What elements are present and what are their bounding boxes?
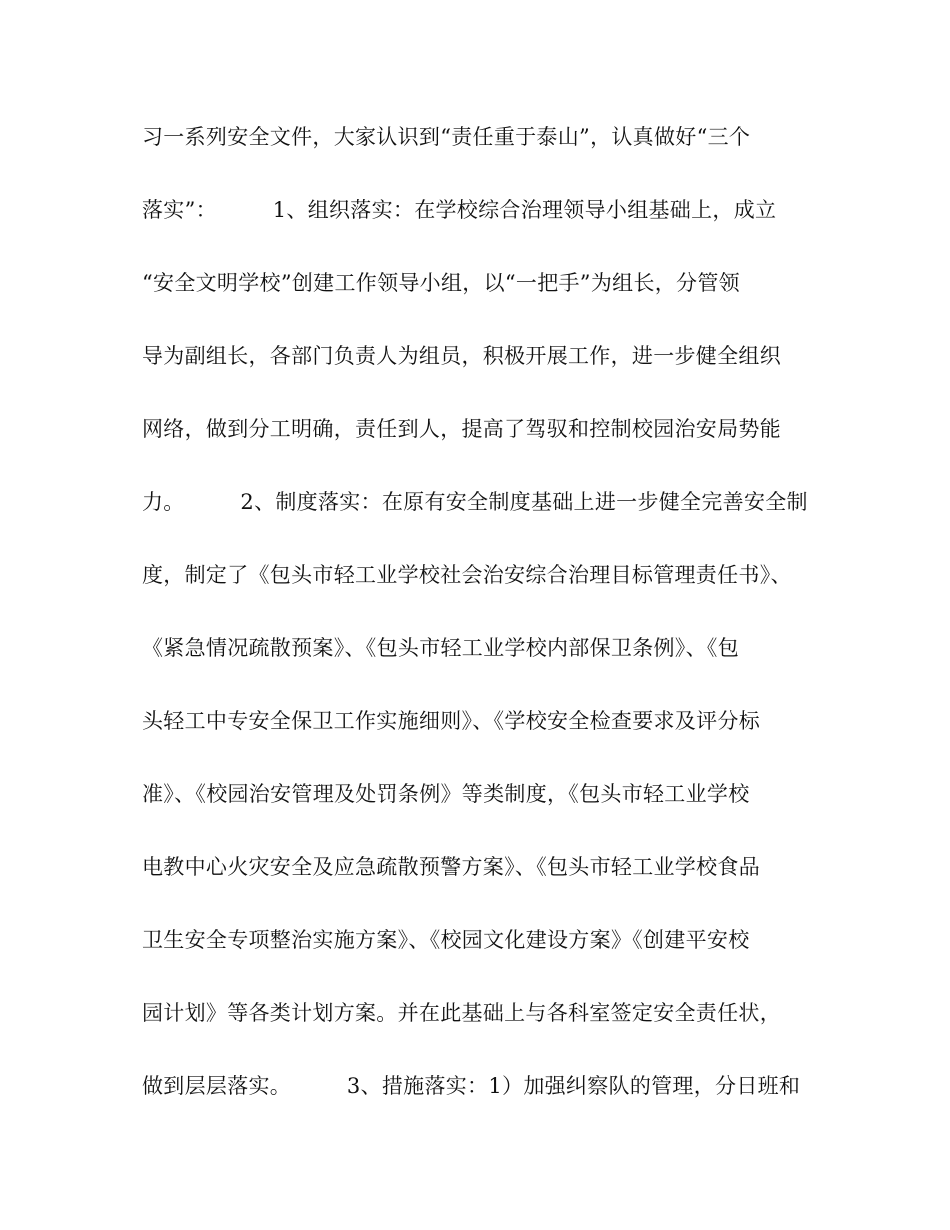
body-text bbox=[142, 122, 822, 1144]
text-line: 准》、《校园治安管理及处罚条例》等类制度，《包头市轻工业学校 bbox=[142, 782, 750, 806]
text-line: 电教中心火灾安全及应急疏散预警方案》、《包头市轻工业学校食品 bbox=[142, 855, 760, 879]
text-line: 做到层层落实。 3、措施落实：1）加强纠察队的管理，分日班和 bbox=[142, 1074, 801, 1098]
text-line: 卫生安全专项整治实施方案》、《校园文化建设方案》《创建平安校 bbox=[142, 928, 750, 952]
text-line: 导为副组长，各部门负责人为组员，积极开展工作，进一步健全组织 bbox=[142, 344, 781, 368]
text-line: 力。 2、制度落实：在原有安全制度基础上进一步健全完善安全制 bbox=[142, 490, 808, 514]
text-line: 《紧急情况疏散预案》、《包头市轻工业学校内部保卫条例》、《包 bbox=[142, 636, 739, 660]
text-line: 园计划》等各类计划方案。并在此基础上与各科室签定安全责任状， bbox=[142, 1001, 781, 1025]
text-line: 习一系列安全文件，大家认识到“责任重于泰山”，认真做好“三个 bbox=[142, 125, 751, 149]
text-line: 头轻工中专安全保卫工作实施细则》、《学校安全检查要求及评分标 bbox=[142, 709, 760, 733]
text-line: 度，制定了《包头市轻工业学校社会治安综合治理目标管理责任书》、 bbox=[142, 563, 792, 587]
text-line: 落实”： 1、组织落实：在学校综合治理领导小组基础上，成立 bbox=[142, 198, 777, 222]
text-line: “安全文明学校”创建工作领导小组，以“一把手”为组长，分管领 bbox=[142, 271, 740, 295]
text-line: 网络，做到分工明确，责任到人，提高了驾驭和控制校园治安局势能 bbox=[142, 417, 781, 441]
